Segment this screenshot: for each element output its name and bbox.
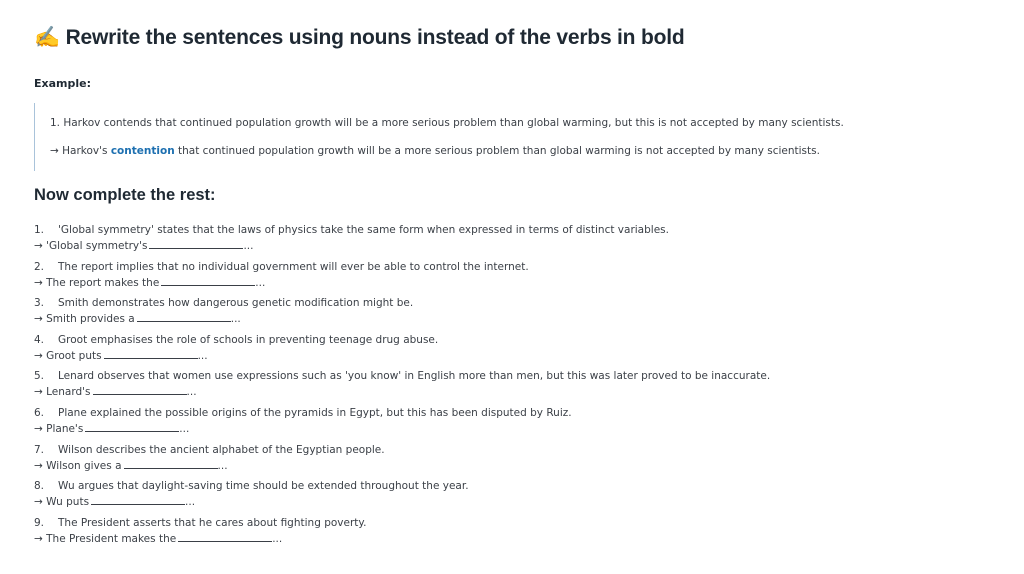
exercise-answer-line: → The President makes the ... (34, 532, 283, 545)
exercise-number: 6. (34, 406, 45, 419)
example-original-sentence: 1. Harkov contends that continued population growth will be a more serious problem than global warming, but this is not accepted by many scientists. (50, 117, 844, 129)
exercise-sentence: 2. The report implies that no individual government will ever be able to control the internet. (34, 260, 529, 273)
exercise-answer-line: → 'Global symmetry's ... (34, 240, 254, 252)
exercise-item (34, 516, 994, 553)
exercise-number: 9. (34, 516, 45, 529)
answer-blank[interactable] (104, 349, 198, 359)
page-title (34, 26, 684, 50)
answer-blank[interactable] (178, 532, 272, 542)
example-block (34, 103, 935, 171)
exercise-item (34, 223, 994, 260)
exercise-item (34, 406, 994, 443)
page-title-text: Rewrite the sentences using nouns instead of the verbs in bold (65, 26, 685, 49)
exercise-answer-line: → The report makes the ... (34, 276, 266, 289)
answer-blank[interactable] (93, 385, 187, 395)
exercise-sentence: 6. Plane explained the possible origins of the pyramids in Egypt, but this has been disputed by Ruiz. (34, 406, 572, 419)
answer-blank[interactable] (85, 422, 179, 432)
exercise-sentence: 1. 'Global symmetry' states that the laws of physics take the same form when expressed in terms of distinct variables. (34, 224, 669, 236)
exercise-answer-line: → Groot puts ... (34, 349, 208, 362)
exercise-item (34, 333, 994, 370)
exercise-item (34, 296, 994, 333)
exercise-number: 8. (34, 480, 45, 493)
exercise-number: 5. (34, 370, 45, 383)
exercise-answer-line: → Wu puts ... (34, 496, 196, 509)
section-title: Now complete the rest: (34, 186, 216, 204)
answer-blank[interactable] (124, 459, 218, 469)
exercise-sentence: 5. Lenard observes that women use expressions such as 'you know' in English more than men, but this was later proved to be inaccurate. (34, 370, 771, 383)
example-highlight-noun: contention (110, 145, 175, 157)
exercise-number: 2. (34, 260, 45, 273)
exercise-sentence: 3. Smith demonstrates how dangerous genetic modification might be. (34, 297, 414, 310)
exercise-answer-line: → Smith provides a ... (34, 313, 241, 326)
example-rewritten-prefix: → Harkov's (50, 145, 111, 157)
exercise-item (34, 260, 994, 297)
exercise-item (34, 479, 994, 516)
exercise-number: 1. (34, 224, 45, 236)
answer-blank[interactable] (161, 276, 255, 286)
exercise-number: 7. (34, 443, 45, 456)
exercise-answer-line: → Lenard's ... (34, 386, 197, 399)
answer-blank[interactable] (137, 312, 231, 322)
answer-blank[interactable] (149, 239, 243, 249)
exercise-sentence: 7. Wilson describes the ancient alphabet of the Egyptian people. (34, 443, 385, 456)
example-rewritten-suffix: that continued population growth will be a more serious problem than global warming is not accepted by many scientists. (174, 145, 820, 157)
example-label: Example: (34, 77, 91, 90)
exercise-sentence: 4. Groot emphasises the role of schools in preventing teenage drug abuse. (34, 333, 439, 346)
exercise-number: 4. (34, 333, 45, 346)
exercise-item (34, 443, 994, 480)
exercise-answer-line: → Wilson gives a ... (34, 459, 228, 472)
exercise-answer-line: → Plane's ... (34, 422, 190, 435)
example-rewritten-sentence (50, 145, 820, 157)
exercise-item (34, 369, 994, 406)
writing-hand-icon: ✍️ (34, 26, 60, 49)
exercise-sentence: 9. The President asserts that he cares about fighting poverty. (34, 516, 367, 529)
exercise-sentence: 8. Wu argues that daylight-saving time should be extended throughout the year. (34, 480, 469, 493)
answer-blank[interactable] (91, 495, 185, 505)
exercise-list (34, 223, 994, 552)
exercise-number: 3. (34, 297, 45, 310)
